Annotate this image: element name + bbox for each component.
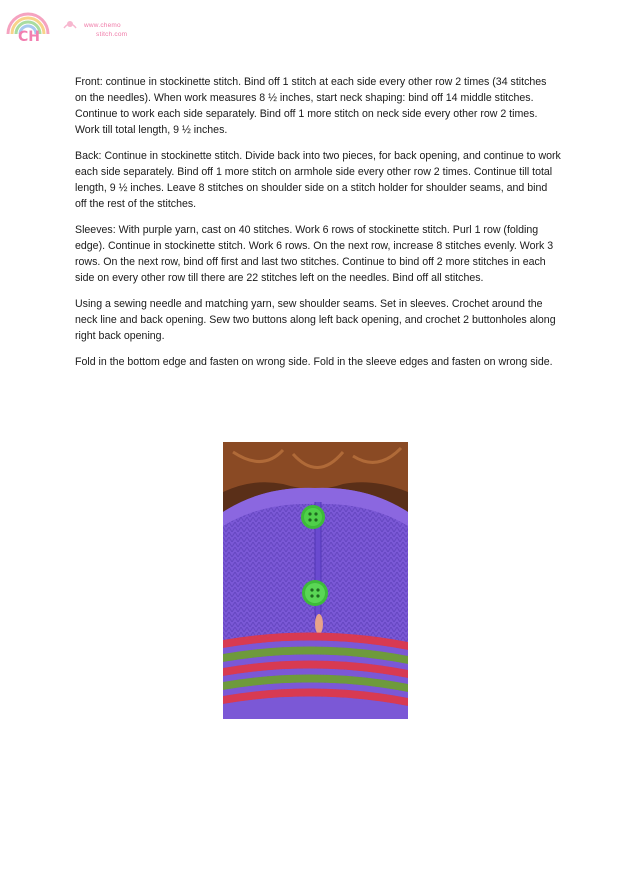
front-paragraph: Front: continue in stockinette stitch. Bind off 1 stitch at each side every other row 2 times (34 stitches on the needles). When work measures 8 ½ inches, start neck shaping: bind off 14 middle stitches. Continue to work each side separately. Bind off 1 more stitch on neck side every other row 2 times. Work till total length, 9 ½ inches. <box>75 76 547 136</box>
logo-mark: CH <box>18 29 40 42</box>
pattern-instructions <box>75 74 561 380</box>
button-bottom-icon <box>302 580 328 606</box>
stripes <box>223 632 408 719</box>
assembly-paragraph: Using a sewing needle and matching yarn, sew shoulder seams. Set in sleeves. Crochet around the neck line and back opening. Sew two buttons along left back opening, and crochet 2 buttonholes along right back opening. <box>75 298 556 342</box>
site-logo <box>4 6 132 42</box>
finishing-paragraph: Fold in the bottom edge and fasten on wrong side. Fold in the sleeve edges and fasten on wrong side. <box>75 356 553 368</box>
button-top-icon <box>301 505 325 529</box>
sweater-back-illustration <box>223 442 408 719</box>
site-name-line1: www.chemo <box>84 22 121 29</box>
back-paragraph: Back: Continue in stockinette stitch. Divide back into two pieces, for back opening, and continue to work each side separately. Bind off 1 more stitch on armhole side every other row 2 times. Continue till total length, 9 ½ inches. Leave 8 stitches on shoulder side on a stitch holder for shoulder seams, and bind off the rest of the stitches. <box>75 150 561 210</box>
sleeves-paragraph: Sleeves: With purple yarn, cast on 40 stitches. Work 6 rows of stockinette stitch. Purl 1 row (folding edge). Continue in stockinette stitch. Work 6 rows. On the next row, increase 8 stitches evenly. Work 3 rows. On the next row, bind off first and last two stitches. Continue to bind off 2 more stitches in each side on every other row till there are 22 stitches left on the needles. Bind off all stitches. <box>75 224 554 284</box>
sweater-back-photo <box>223 442 408 719</box>
site-name-line2: stitch.com <box>96 31 128 38</box>
